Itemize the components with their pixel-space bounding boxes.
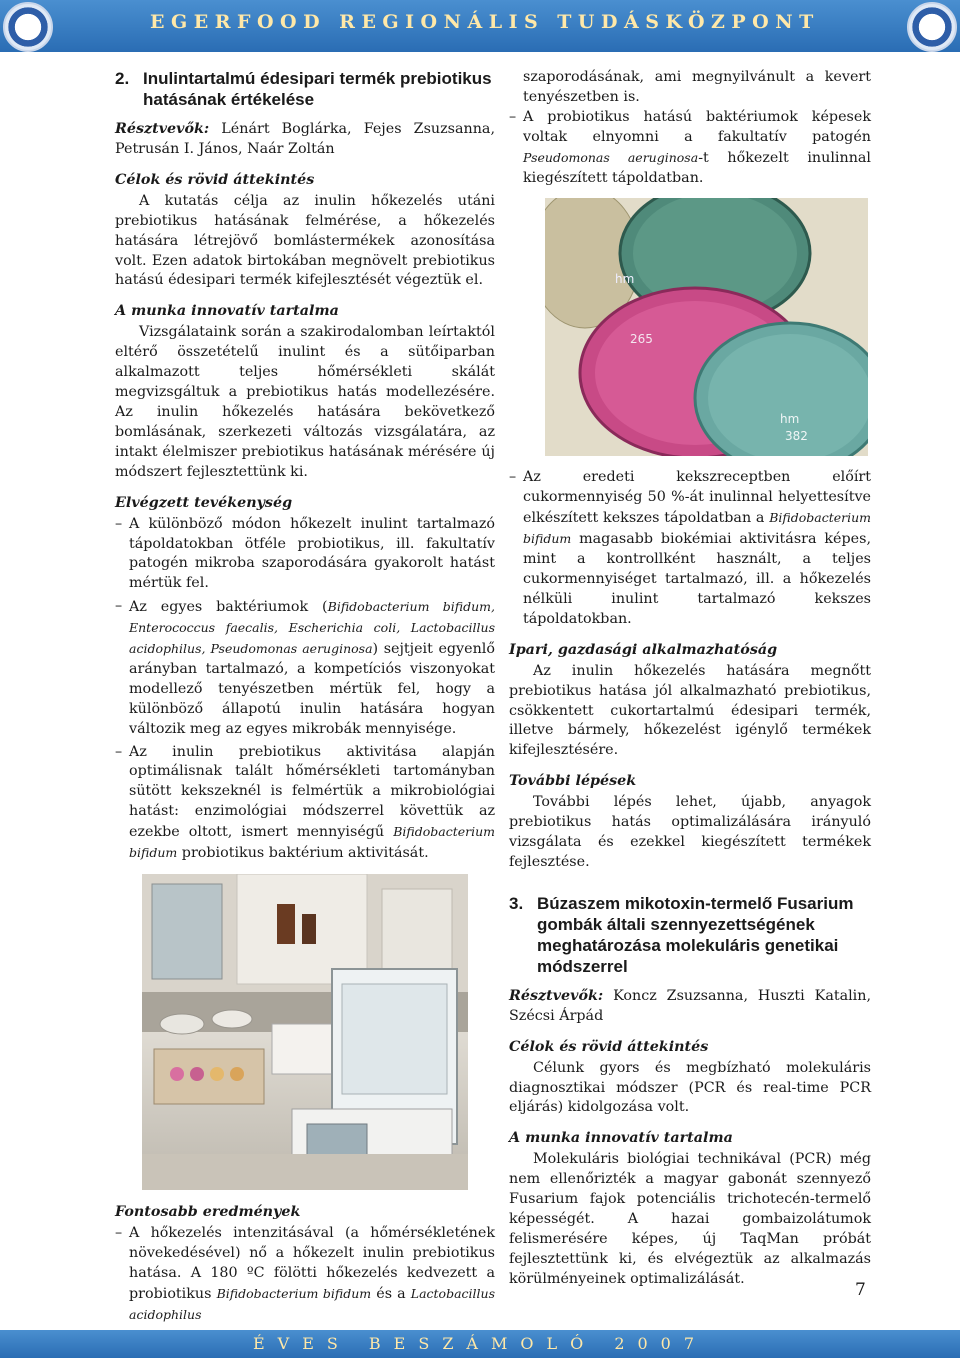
list-item: – Az inulin prebiotikus aktivitása alapján optimálisnak talált hőmérsékleti tartományban sütött kekszeknél is felmértük a mikrobiológiai hatást: enzimológiai módszerrel követtük az ezekbe oltott, ismert mennyiségű Bifidobacterium bifidum probiotikus baktérium aktivitását. [115,743,495,864]
results-list-continued [509,108,871,189]
section3-innovative-heading: A munka innovatív tartalma [509,1130,733,1147]
section3-participants: Résztvevők: Koncz Zsuzsanna, Huszti Katalin, Szécsi Árpád [509,987,872,1024]
list-item: – A különböző módon hőkezelt inulint tartalmazó tápoldatokban ötféle probiotikus, ill. fakultatív patogén mikroba szaporodására gyakorolt hatást mértük fel. [115,515,495,595]
participants-names: Lénárt Boglárka, Fejes Zsuzsanna, Petrusán I. János, Naár Zoltán [115,121,495,157]
section2-title-text: Inulintartalmú édesipari termék prebiotikus hatásának értékelése [143,69,492,109]
plate-label: 265 [630,332,653,347]
section3-goals-text: Célunk gyors és megbízható molekuláris diagnosztikai módszer (PCR és real-time PCR eljárás) kidolgozása volt. [509,1059,871,1116]
goals-text: A kutatás célja az inulin hőkezelés utáni prebiotikus hatásának felmérése, a hőkezelés hatására létrejövő bomlástermékek azonosítása volt. Ezen adatok birtokában megnövelt prebiotikus hatású édesipari termék kifejlesztését végeztük el. [115,192,495,289]
activity-heading: Elvégzett tevékenység [115,494,293,511]
section3-innovative-text: Molekuláris biológiai technikával (PCR) még nem ellenőrizték a magyar gabonát szennyező Fusarium fajok potenciális trichotecén-termelő képességét. A hazai gombaizolátumok felismerésére képes, új TaqMan próbát fejlesztettünk ki, és elvégeztük az alkalmazás körülményeinek optimalizálását. [509,1151,871,1287]
left-column [115,68,495,1329]
plate-label: hm [615,272,635,287]
petri-dish-photo [545,198,868,456]
list-item: – A probiotikus hatású baktériumok képesek voltak elnyomni a fakultatív patogén Pseudomonas aeruginosa-t hőkezelt inulinnal kiegészített tápoldatban. [509,108,871,189]
section3-goals-heading: Célok és rövid áttekintés [509,1038,709,1055]
lab-photo [142,874,468,1190]
petri-dish-drawing [545,198,868,456]
institute-logo [907,2,957,52]
species-name: Bifidobacterium bifidum [129,824,495,861]
industrial-heading: Ipari, gazdasági alkalmazhatóság [509,641,778,658]
next-steps-heading: További lépések [509,773,637,790]
participants-label: Résztvevők: [115,121,210,137]
next-steps-text: További lépés lehet, újabb, anyagok prebiotikus hatás optimalizálására irányuló vizsgálata és ezekkel kiegészített termékek fejlesztése. [509,794,871,870]
list-item: – Az egyes baktériumok (Bifidobacterium bifidum, Enterococcus faecalis, Escherichia coli, Lactobacillus acidophilus, Pseudomonas aeruginosa) sejtjeit egyenlő arányban tartalmazó, a kompetíciós viszonyokat modellező tenyészetben mértük fel, hogy a különböző állapotú inulin hatására hogyan változik meg az egyes mikrobák mennyisége. [115,597,495,739]
section2-participants [115,120,495,160]
footer-bar [0,1330,960,1358]
innovative-heading: A munka innovatív tartalma [115,303,339,320]
results-heading: Fontosabb eredmények [115,1204,301,1220]
section3-title-text: Búzaszem mikotoxin-termelő Fusarium gombák általi szennyezettségének meghatározása molekuláris genetikai módszerrel [537,893,854,976]
goals-heading: Célok és rövid áttekintés [115,171,315,188]
right-column [509,68,871,1290]
section3-number: 3. [509,893,524,913]
section2-number: 2. [115,69,130,88]
page-number: 7 [855,1280,866,1300]
plate-label: hm [780,412,800,427]
industrial-text: Az inulin hőkezelés hatására megnőtt prebiotikus hatása jól alkalmazható prebiotikus, csökkentett cukortartalmú édesipari termék, illetve bármely, hőkezelést igénylő termékek kifejlesztésére. [509,662,871,759]
list-item: – Az eredeti kekszreceptben előírt cukormennyiség 50 %-át inulinnal helyettesítve elkészített kekszes tápoldatban a Bifidobacterium bifidum magasabb biokémiai aktivitásra képes, mint a kontrollként használt, a teljes cukormennyiséget tartalmazó, ill. a hőkezelés nélküli inulint tartalmazó kekszes tápoldatokban. [509,468,871,629]
activity-list [115,515,495,864]
plate-label: 382 [785,429,808,444]
header-bar [0,0,960,52]
footer-text: ÉVES BESZÁMOLÓ 2007 [252,1334,708,1353]
lab-photo-drawing [142,874,468,1190]
innovative-text: Vizsgálataink során a szakirodalomban leírtaktól eltérő összetételű inulint és a sütőiparban alkalmazott teljes hőmérsékleti skálát megvizsgáltuk a prebiotikus hatás modellezésére. Az inulin hőkezelés hatására bekövetkező bomlásának, szerkezeti változás vizsgálatára, az intakt élelmiszer prebiotikus hatásának mérésére új módszert fejlesztettünk ki. [115,324,495,480]
results-list-continued-2 [509,468,871,629]
list-item: – A hőkezelés intenzitásával (a hőmérsékletének növekedésével) nő a hőkezelt inulin prebiotikus hatása. A 180 ºC fölötti hőkezelés kedvezett a probiotikus Bifidobacterium bifidum és a Lactobacillus acidophilus [115,1224,495,1326]
section2-title [115,68,495,110]
header-title: EGERFOOD REGIONÁLIS TUDÁSKÖZPONT [150,11,820,33]
results-list [115,1224,495,1326]
section3-title [509,893,871,977]
university-logo [3,2,53,52]
species-names: Bifidobacterium bifidum, Enterococcus faecalis, Escherichia coli, Lactobacillus acidophilus, Pseudomonas aeruginosa [129,599,495,657]
results-item-continued: szaporodásának, ami megnyilvánult a kevert tenyészetben is. [523,69,871,105]
